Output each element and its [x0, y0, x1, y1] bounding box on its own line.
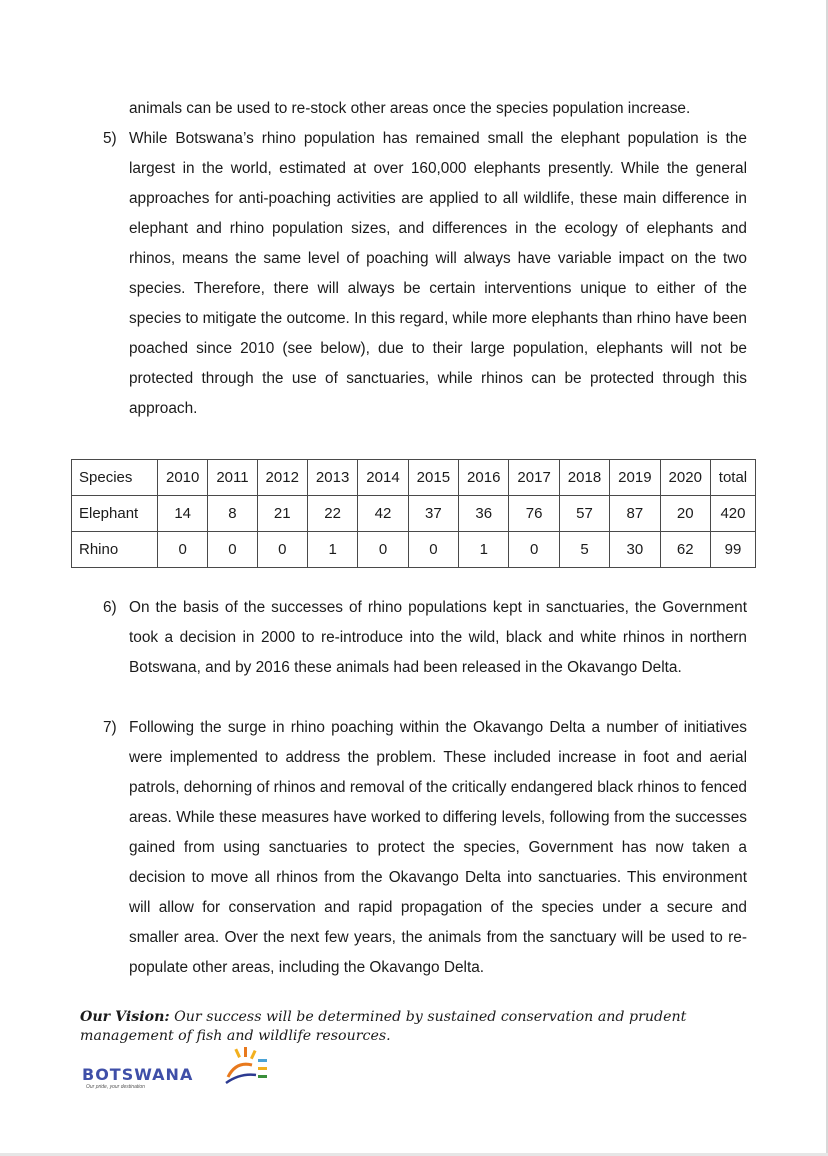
table-cell: 0	[158, 532, 208, 568]
table-cell: 420	[710, 496, 755, 532]
logo-wordmark: BOTSWANA	[82, 1065, 194, 1084]
table-cell: 62	[660, 532, 710, 568]
table-cell: 2017	[509, 460, 559, 496]
table-cell: 30	[610, 532, 660, 568]
table-cell: 14	[158, 496, 208, 532]
table-cell: 21	[257, 496, 307, 532]
table-cell: 2011	[208, 460, 257, 496]
table-cell: 99	[710, 532, 755, 568]
vision-text: Our success will be determined by sustained conservation and prudent management of fish and wildlife resources.	[80, 1009, 687, 1044]
table-cell: 0	[257, 532, 307, 568]
table-cell: 42	[358, 496, 408, 532]
table-cell: 2019	[610, 460, 660, 496]
table-row	[72, 496, 756, 532]
table-cell: 1	[307, 532, 357, 568]
botswana-logo	[82, 1047, 272, 1093]
table-cell: 1	[459, 532, 509, 568]
table-cell: 2013	[307, 460, 357, 496]
item-number-5: 5)	[103, 130, 117, 147]
table-cell: 20	[660, 496, 710, 532]
table-cell: Elephant	[72, 496, 158, 532]
table-cell: 2014	[358, 460, 408, 496]
table-cell: 22	[307, 496, 357, 532]
table-cell: 2015	[408, 460, 458, 496]
paragraph-6: On the basis of the successes of rhino populations kept in sanctuaries, the Government took a decision in 2000 to re-introduce into the wild, black and white rhinos in northern Botswana, and by 2016 these animals had been released in the Okavango Delta.	[129, 599, 747, 676]
table-cell: 2016	[459, 460, 509, 496]
table-cell: 2018	[559, 460, 609, 496]
table-cell: 2012	[257, 460, 307, 496]
table-cell: 8	[208, 496, 257, 532]
table-header-row	[72, 460, 756, 496]
poaching-table	[71, 459, 756, 568]
paragraph-4-tail: animals can be used to re-stock other areas once the species population increase.	[129, 100, 691, 117]
table-cell: 36	[459, 496, 509, 532]
logo-tagline: Our pride, your destination	[86, 1084, 145, 1090]
table-cell: 0	[358, 532, 408, 568]
table-cell: 5	[559, 532, 609, 568]
vision-statement	[80, 1008, 760, 1046]
item-number-6: 6)	[103, 599, 117, 616]
table-cell: 76	[509, 496, 559, 532]
table-cell: total	[710, 460, 755, 496]
botswana-sun-logo-icon	[222, 1047, 270, 1087]
vision-label: Our Vision:	[80, 1009, 170, 1025]
table-cell: 2010	[158, 460, 208, 496]
table-cell: 37	[408, 496, 458, 532]
paragraph-7: Following the surge in rhino poaching within the Okavango Delta a number of initiatives were implemented to address the problem. These included increase in foot and aerial patrols, dehorning of rhinos and removal of the critically endangered black rhinos to fenced areas. While these measures have worked to differing levels, following from the successes gained from using sanctuaries to protect the species, Government has now taken a decision to move all rhinos from the Okavango Delta into sanctuaries. This environment will allow for conservation and rapid propagation of the species under a secure and smaller area. Over the next few years, the animals from the sanctuary will be used to re-populate other areas, including the Okavango Delta.	[129, 719, 747, 976]
item-number-7: 7)	[103, 719, 117, 736]
table-cell: 2020	[660, 460, 710, 496]
paragraph-5: While Botswana’s rhino population has remained small the elephant population is the largest in the world, estimated at over 160,000 elephants presently. While the general approaches for anti-poaching activities are applied to all wildlife, these main difference in elephant and rhino population sizes, and differences in the ecology of elephants and rhinos, means the same level of poaching will always have variable impact on the two species. Therefore, there will always be certain interventions unique to either of the species to mitigate the outcome. In this regard, while more elephants than rhino have been poached since 2010 (see below), due to their large population, elephants will not be protected through the use of sanctuaries, while rhinos can be protected through this approach.	[129, 130, 747, 417]
table-cell: 57	[559, 496, 609, 532]
table-cell: 0	[408, 532, 458, 568]
table-cell: Species	[72, 460, 158, 496]
table-cell: Rhino	[72, 532, 158, 568]
table-cell: 0	[208, 532, 257, 568]
table-cell: 0	[509, 532, 559, 568]
table-row	[72, 532, 756, 568]
table-cell: 87	[610, 496, 660, 532]
